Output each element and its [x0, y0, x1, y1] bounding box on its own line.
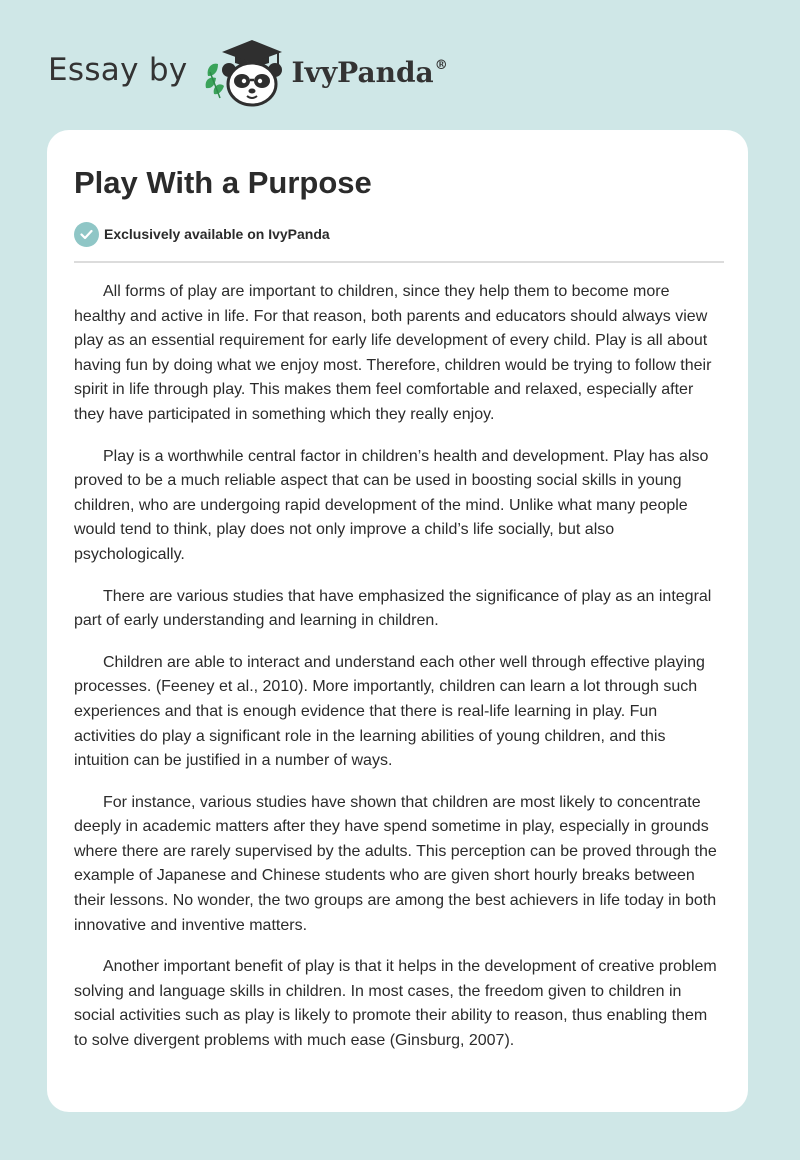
paragraph: Play is a worthwhile central factor in children’s health and development. Play has also proved to be a much reliable aspect that can be used in boosting social skills in young children, who are undergoing rapid development of the mind. Unlike what many people would tend to think, play does not only improve a child’s life socially, but also psychologically. [74, 447, 709, 563]
paragraph: For instance, various studies have shown that children are most likely to concentrate deeply in academic matters after they have spend sometime in play, especially in grounds where there are rarely supervised by the adults. This perception can be proved through the example of Japanese and Chinese students who are given short hourly breaks between their lessons. No wonder, the two groups are among the best achievers in life today in both innovative and inventive matters. [74, 793, 717, 934]
check-circle-icon [74, 222, 99, 247]
title-divider [74, 261, 724, 263]
paragraph: Children are able to interact and understand each other well through effective playing processes. (Feeney et al., 2010). More importantly, children can learn a lot through such experiences and that is enough evidence that there is real-life learning in play. Fun activities do play a significant role in the learning abilities of young children, and this intuition can be justified in a number of ways. [74, 653, 705, 770]
exclusive-badge-text: Exclusively available on IvyPanda [104, 226, 330, 242]
site-brand[interactable] [48, 36, 448, 108]
brand-name: IvyPanda® [291, 55, 448, 89]
essay-body [74, 280, 722, 1054]
essay-title: Play With a Purpose [74, 165, 372, 200]
paragraph: Another important benefit of play is that it helps in the development of creative problem solving and language skills in children. In most cases, the freedom given to children in social activities such as play is likely to promote their ability to reason, thus enabling them to solve divergent problems with much ease (Ginsburg, 2007). [74, 958, 717, 1050]
paragraph: All forms of play are important to children, since they help them to become more healthy and active in life. For that reason, both parents and educators should always view play as an essential requirement for early life development of every child. Play is all about having fun by doing what we enjoy most. Therefore, children would be trying to follow their spirit in life through play. This makes them feel comfortable and relaxed, especially after they have participated in something which they really enjoy. [74, 283, 712, 423]
essay-card [47, 130, 748, 1112]
paragraph: There are various studies that have emphasized the significance of play as an integral part of early understanding and learning in children. [74, 587, 712, 630]
leaf-icon [205, 64, 223, 98]
exclusive-badge [74, 221, 722, 247]
registered-mark: ® [434, 57, 448, 73]
panda-logo-icon [202, 36, 288, 108]
brand-prefix: Essay by [48, 52, 188, 88]
